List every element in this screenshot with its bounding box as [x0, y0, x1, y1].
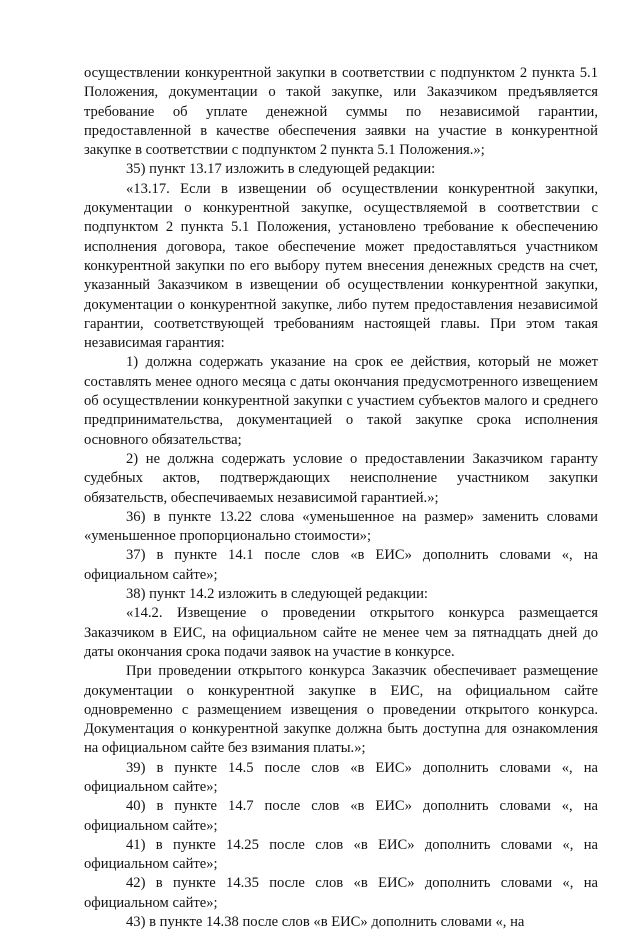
paragraph-subitem-2: 2) не должна содержать условие о предоставлении Заказчиком гаранту судебных актов, подтверждающих неисполнение участником закупки обязательств, обеспечиваемых независимой гарантией.»;	[84, 450, 598, 506]
paragraph-clause-14-2: «14.2. Извещение о проведении открытого конкурса размещается Заказчиком в ЕИС, на официальном сайте не менее чем за пятнадцать дней до даты окончания срока подачи заявок на участие в конкурсе.	[84, 605, 598, 660]
paragraph-subitem-1: 1) должна содержать указание на срок ее действия, который не может составлять менее одного месяца с даты окончания предусмотренного извещением об осуществлении конкурентной закупки с участием субъектов малого и среднего предпринимательства, документацией о такой закупке срока исполнения основного обязательства;	[84, 354, 598, 448]
paragraph-item-41: 41) в пункте 14.25 после слов «в ЕИС» дополнить словами «, на официальном сайте»;	[84, 836, 598, 873]
paragraph-item-43: 43) в пункте 14.38 после слов «в ЕИС» дополнить словами «, на	[126, 914, 525, 931]
paragraph-item-38: 38) пункт 14.2 изложить в следующей редакции:	[126, 586, 428, 603]
paragraph-item-40: 40) в пункте 14.7 после слов «в ЕИС» дополнить словами «, на официальном сайте»;	[84, 798, 598, 834]
paragraph-clause-14-2-continued: При проведении открытого конкурса Заказчик обеспечивает размещение документации о конкурентной закупке в ЕИС, на официальном сайте одновременно с размещением извещения о проведении открытого конкурса. Документация о конкурентной закупке должна быть доступна для ознакомления на официальном сайте без взимания платы.»;	[84, 663, 598, 757]
document-body	[84, 64, 598, 932]
paragraph-item-39: 39) в пункте 14.5 после слов «в ЕИС» дополнить словами «, на официальном сайте»;	[84, 759, 598, 795]
paragraph-item-35: 35) пункт 13.17 изложить в следующей редакции:	[126, 161, 436, 178]
paragraph-item-37: 37) в пункте 14.1 после слов «в ЕИС» дополнить словами «, на официальном сайте»;	[84, 547, 598, 583]
paragraph-item-42: 42) в пункте 14.35 после слов «в ЕИС» дополнить словами «, на официальном сайте»;	[84, 875, 598, 911]
paragraph-continuation: осуществлении конкурентной закупки в соответствии с подпунктом 2 пункта 5.1 Положения, документации о такой закупке, или Заказчиком предъявляется требование об уплате денежной суммы по независимой гарантии, предоставленной в качестве обеспечения заявки на участие в конкурентной закупке в соответствии с подпунктом 2 пункта 5.1 Положения.»;	[84, 65, 598, 159]
paragraph-clause-13-17: «13.17. Если в извещении об осуществлении конкурентной закупки, документации о конкурентной закупке, осуществляемой в соответствии с подпунктом 2 пункта 5.1 Положения, установлено требование к обеспечению исполнения договора, такое обеспечение может предоставляться участником конкурентной закупки по его выбору путем внесения денежных средств на счет, указанный Заказчиком в извещении об осуществлении конкурентной закупки, документации о конкурентной закупке, либо путем предоставления независимой гарантии, соответствующей требованиям настоящей главы. При этом такая независимая гарантия:	[84, 180, 598, 352]
paragraph-item-36: 36) в пункте 13.22 слова «уменьшенное на размер» заменить словами «уменьшенное пропорционально стоимости»;	[84, 508, 598, 545]
